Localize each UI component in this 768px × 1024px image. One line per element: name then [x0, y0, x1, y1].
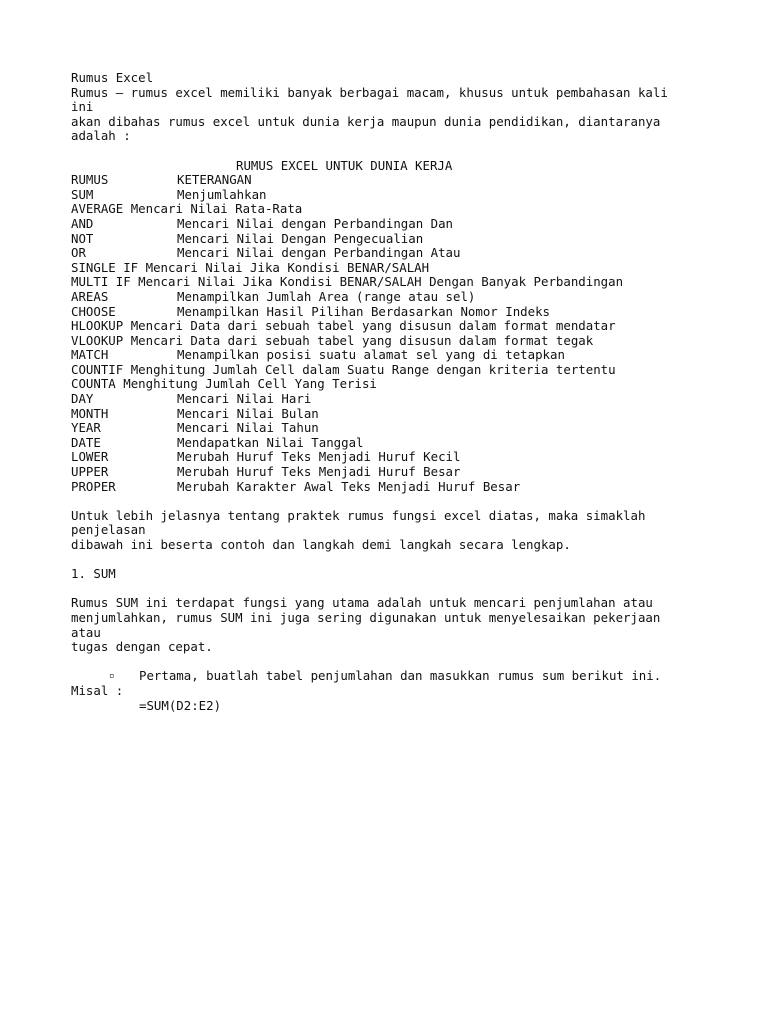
- table-row: [71, 188, 711, 203]
- misal-label: Misal :: [71, 682, 124, 698]
- table-row: [71, 480, 711, 495]
- intro-line-4: adalah :: [71, 128, 131, 144]
- formula-description: Menampilkan posisi suatu alamat sel yang di tetapkan: [177, 347, 565, 363]
- section-1-line-4: tugas dengan cepat.: [71, 639, 213, 655]
- blank-line: [71, 655, 711, 670]
- formula-name: SUM: [71, 186, 94, 202]
- formula-description: Merubah Huruf Teks Menjadi Huruf Kecil: [177, 449, 461, 465]
- formula-name: NOT: [71, 230, 94, 246]
- table-row: [71, 202, 711, 217]
- formula-name: MONTH: [71, 405, 109, 421]
- intro-line-1: Rumus – rumus excel memiliki banyak berbagai macam, khusus untuk pembahasan kali: [71, 84, 668, 100]
- formula-name: LOWER: [71, 449, 109, 465]
- table-row: [71, 217, 711, 232]
- table-row: [71, 232, 711, 247]
- blank-line: [71, 494, 711, 509]
- table-row: [71, 363, 711, 378]
- formula-description: Merubah Huruf Teks Menjadi Huruf Besar: [177, 464, 461, 480]
- sum-formula: =SUM(D2:E2): [139, 697, 222, 713]
- formula-description: Mendapatkan Nilai Tanggal: [177, 434, 364, 450]
- formula-description: Menampilkan Hasil Pilihan Berdasarkan Nomor Indeks: [177, 303, 550, 319]
- blank-line: [71, 144, 711, 159]
- table-row: [71, 436, 711, 451]
- formula-description: Menampilkan Jumlah Area (range atau sel): [177, 288, 476, 304]
- explain-line-2: penjelasan: [71, 522, 146, 538]
- bullet-item: [71, 669, 711, 684]
- spacer: [131, 275, 138, 290]
- spacer: [123, 334, 130, 349]
- formula-name: MATCH: [71, 347, 109, 363]
- table-row: [71, 334, 711, 349]
- spacer: [116, 377, 123, 392]
- formula-description: Merubah Karakter Awal Teks Menjadi Huruf Besar: [177, 478, 521, 494]
- formula-name: DAY: [71, 391, 94, 407]
- table-row: [71, 275, 711, 290]
- formula-description: Mencari Nilai dengan Perbandingan Dan: [177, 215, 454, 231]
- table-row: [71, 421, 711, 436]
- formula-name: OR: [71, 245, 86, 261]
- formula-name: VLOOKUP: [71, 332, 124, 348]
- square-bullet-icon: ▫: [109, 671, 115, 682]
- formula-description: Mencari Nilai Rata-Rata: [130, 201, 303, 217]
- formula-name: COUNTA: [71, 376, 116, 392]
- spacer: [138, 261, 145, 276]
- formula-name: MULTI IF: [71, 274, 131, 290]
- formula-description: Mencari Data dari sebuah tabel yang disusun dalam format mendatar: [130, 318, 616, 334]
- formula-name: AREAS: [71, 288, 109, 304]
- table-header-keterangan: KETERANGAN: [177, 172, 252, 188]
- table-row: [71, 450, 711, 465]
- table-row: [71, 407, 711, 422]
- table-row: [71, 377, 711, 392]
- section-1-line-3: atau: [71, 624, 101, 640]
- intro-line-3: akan dibahas rumus excel untuk dunia kerja maupun dunia pendidikan, diantaranya: [71, 113, 661, 129]
- section-1-heading: 1. SUM: [71, 566, 116, 582]
- formula-description: Menghitung Jumlah Cell Yang Terisi: [123, 376, 377, 392]
- formula-description: Mencari Nilai Hari: [177, 391, 312, 407]
- document-title: Rumus Excel: [71, 70, 154, 85]
- formula-name: COUNTIF: [71, 361, 124, 377]
- table-row: [71, 465, 711, 480]
- intro-line-2: ini: [71, 99, 94, 115]
- table-header-rumus: RUMUS: [71, 172, 109, 188]
- formula-name: PROPER: [71, 478, 116, 494]
- formula-description: Mencari Nilai Jika Kondisi BENAR/SALAH Dengan Banyak Perbandingan: [138, 274, 624, 290]
- spacer: [123, 319, 130, 334]
- formula-name: YEAR: [71, 420, 101, 436]
- bullet-text: Pertama, buatlah tabel penjumlahan dan masukkan rumus sum berikut ini.: [139, 668, 662, 684]
- table-row: [71, 305, 711, 320]
- formula-name: CHOOSE: [71, 303, 116, 319]
- document-body: [71, 71, 711, 713]
- formula-description: Mencari Nilai dengan Perbandingan Atau: [177, 245, 461, 261]
- formula-description: Menjumlahkan: [177, 186, 267, 202]
- explain-line-3: dibawah ini beserta contoh dan langkah demi langkah secara lengkap.: [71, 537, 571, 552]
- table-row: [71, 392, 711, 407]
- formula-description: Mencari Nilai Dengan Pengecualian: [177, 230, 424, 246]
- table-row: [71, 261, 711, 276]
- spacer: [123, 363, 130, 378]
- table-header: [71, 173, 711, 188]
- formula-name: DATE: [71, 434, 101, 450]
- table-row: [71, 348, 711, 363]
- formula-description: Mencari Nilai Tahun: [177, 420, 319, 436]
- explain-line-1: Untuk lebih jelasnya tentang praktek rumus fungsi excel diatas, maka simaklah: [71, 507, 646, 523]
- formula-name: HLOOKUP: [71, 318, 124, 334]
- blank-line: [71, 582, 711, 597]
- table-rows: [71, 188, 711, 494]
- formula-name: AVERAGE: [71, 201, 124, 217]
- section-1-line-1: Rumus SUM ini terdapat fungsi yang utama adalah untuk mencari penjumlahan atau: [71, 595, 653, 611]
- blank-line: [71, 553, 711, 568]
- spacer: [123, 202, 130, 217]
- table-row: [71, 319, 711, 334]
- formula-name: AND: [71, 215, 94, 231]
- formula-name: UPPER: [71, 464, 109, 480]
- table-row: [71, 246, 711, 261]
- formula-description: Mencari Data dari sebuah tabel yang disusun dalam format tegak: [130, 332, 594, 348]
- section-1-line-2: menjumlahkan, rumus SUM ini juga sering digunakan untuk menyelesaikan pekerjaan: [71, 609, 661, 625]
- formula-description: Menghitung Jumlah Cell dalam Suatu Range dengan kriteria tertentu: [130, 361, 616, 377]
- table-row: [71, 290, 711, 305]
- formula-description: Mencari Nilai Jika Kondisi BENAR/SALAH: [145, 259, 430, 275]
- table-title: RUMUS EXCEL UNTUK DUNIA KERJA: [236, 157, 453, 173]
- formula-description: Mencari Nilai Bulan: [177, 405, 319, 421]
- formula-name: SINGLE IF: [71, 259, 139, 275]
